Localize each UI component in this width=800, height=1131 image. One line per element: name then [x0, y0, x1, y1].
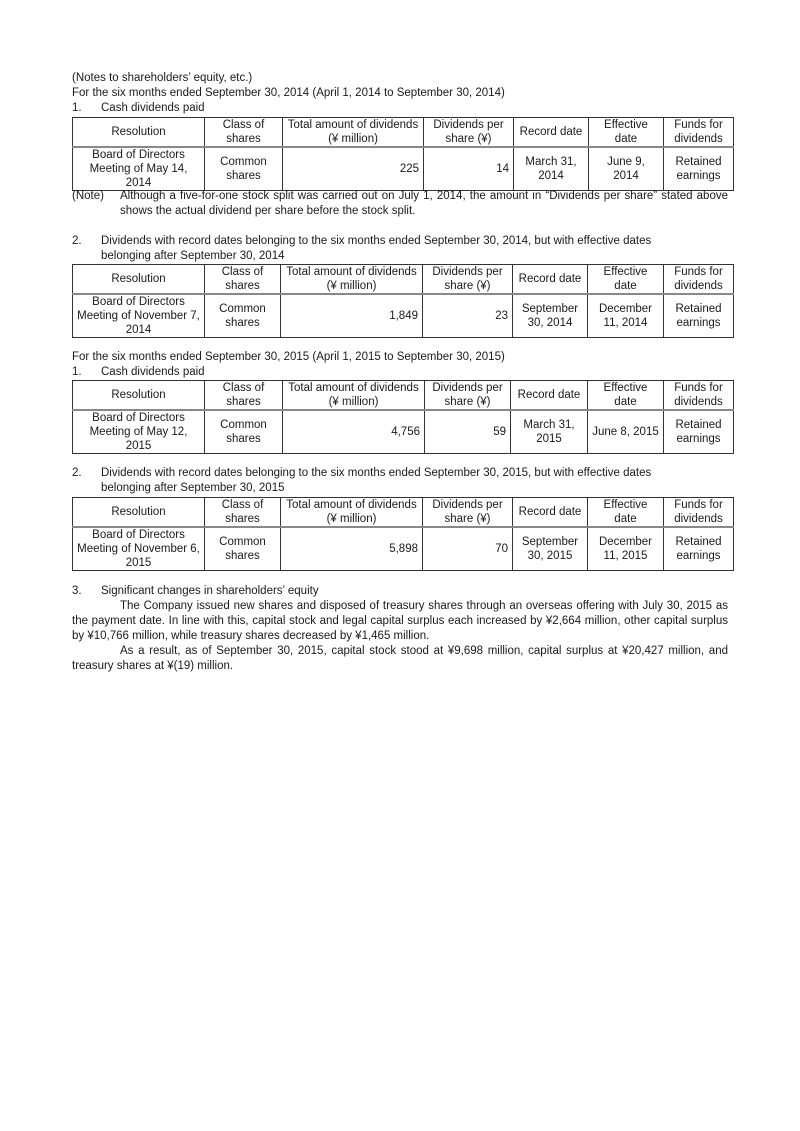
- section-title: Cash dividends paid: [101, 102, 205, 114]
- col-total-amount: Total amount of dividends (¥ million): [283, 118, 424, 148]
- cell-class-of-shares: Common shares: [205, 527, 281, 571]
- col-effective-date: Effective date: [588, 498, 664, 528]
- note-text: Although a five-for-one stock split was carried out on July 1, 2014, the amount in “Dividends per share” stated above shows the actual dividend per share before the stock split.: [120, 190, 728, 217]
- item-number: 2.: [72, 467, 82, 479]
- table-header-row: [73, 381, 734, 411]
- section-title: Cash dividends paid: [101, 366, 205, 378]
- cell-per-share: 70: [423, 527, 513, 571]
- section-title: Significant changes in shareholders’ equity: [101, 585, 319, 597]
- item-number: 1.: [72, 366, 82, 378]
- cell-record-date: September 30, 2015: [513, 527, 588, 571]
- cell-resolution: Board of Directors Meeting of May 14, 2014: [73, 147, 205, 191]
- col-record-date: Record date: [514, 118, 589, 148]
- col-effective-date: Effective date: [589, 118, 664, 148]
- equity-change-paragraph: The Company issued new shares and disposed of treasury shares through an overseas offering with July 30, 2015 as the payment date. In line with this, capital stock and legal capital surplus each increased by ¥2,664 million, other capital surplus by ¥10,766 million, while treasury shares decreased by ¥1,465 million.: [72, 600, 728, 642]
- dividends-table-2015-after: [72, 497, 734, 571]
- table-row: [73, 147, 734, 191]
- col-effective-date: Effective date: [588, 381, 664, 411]
- cell-funds: Retained earnings: [664, 147, 734, 191]
- dividends-table-2015-paid: [72, 380, 734, 454]
- table-row: [73, 527, 734, 571]
- cell-funds: Retained earnings: [664, 410, 734, 454]
- cell-effective-date: December 11, 2014: [588, 294, 664, 338]
- col-record-date: Record date: [511, 381, 588, 411]
- section-title-line2: belonging after September 30, 2014: [101, 250, 285, 262]
- col-resolution: Resolution: [73, 381, 205, 411]
- cell-resolution: Board of Directors Meeting of May 12, 2015: [73, 410, 205, 454]
- cell-per-share: 59: [425, 410, 511, 454]
- col-resolution: Resolution: [73, 118, 205, 148]
- col-class-of-shares: Class of shares: [205, 118, 283, 148]
- col-resolution: Resolution: [73, 498, 205, 528]
- col-class-of-shares: Class of shares: [205, 498, 281, 528]
- cell-total-amount: 5,898: [281, 527, 423, 571]
- table-header-row: [73, 118, 734, 148]
- cell-funds: Retained earnings: [664, 527, 734, 571]
- cell-effective-date: June 9, 2014: [589, 147, 664, 191]
- cell-effective-date: December 11, 2015: [588, 527, 664, 571]
- cell-per-share: 14: [424, 147, 514, 191]
- col-funds: Funds for dividends: [664, 498, 734, 528]
- dividends-table-2014-after: [72, 264, 734, 338]
- cell-per-share: 23: [423, 294, 513, 338]
- col-total-amount: Total amount of dividends (¥ million): [281, 498, 423, 528]
- col-funds: Funds for dividends: [664, 381, 734, 411]
- cell-resolution: Board of Directors Meeting of November 6, 2015: [73, 527, 205, 571]
- col-funds: Funds for dividends: [664, 265, 734, 295]
- table-header-row: [73, 265, 734, 295]
- table-header-row: [73, 498, 734, 528]
- section-title-line1: Dividends with record dates belonging to the six months ended September 30, 2015, but with effective dates: [101, 467, 652, 479]
- col-class-of-shares: Class of shares: [205, 381, 283, 411]
- dividends-table-2014-paid: [72, 117, 734, 191]
- col-per-share: Dividends per share (¥): [424, 118, 514, 148]
- col-total-amount: Total amount of dividends (¥ million): [283, 381, 425, 411]
- cell-funds: Retained earnings: [664, 294, 734, 338]
- cell-total-amount: 4,756: [283, 410, 425, 454]
- item-number: 3.: [72, 585, 82, 597]
- col-record-date: Record date: [513, 265, 588, 295]
- notes-heading: (Notes to shareholders’ equity, etc.): [72, 72, 253, 84]
- cell-record-date: March 31, 2014: [514, 147, 589, 191]
- col-total-amount: Total amount of dividends (¥ million): [281, 265, 423, 295]
- col-record-date: Record date: [513, 498, 588, 528]
- col-funds: Funds for dividends: [664, 118, 734, 148]
- cell-record-date: March 31, 2015: [511, 410, 588, 454]
- item-number: 2.: [72, 235, 82, 247]
- table-row: [73, 410, 734, 454]
- col-per-share: Dividends per share (¥): [423, 498, 513, 528]
- section-title-line1: Dividends with record dates belonging to the six months ended September 30, 2014, but with effective dates: [101, 235, 652, 247]
- col-per-share: Dividends per share (¥): [423, 265, 513, 295]
- item-number: 1.: [72, 102, 82, 114]
- cell-effective-date: June 8, 2015: [588, 410, 664, 454]
- period-2015-heading: For the six months ended September 30, 2015 (April 1, 2015 to September 30, 2015): [72, 351, 505, 363]
- cell-resolution: Board of Directors Meeting of November 7, 2014: [73, 294, 205, 338]
- col-resolution: Resolution: [73, 265, 205, 295]
- cell-record-date: September 30, 2014: [513, 294, 588, 338]
- cell-class-of-shares: Common shares: [205, 294, 281, 338]
- note-label: (Note): [72, 190, 104, 202]
- cell-total-amount: 1,849: [281, 294, 423, 338]
- col-class-of-shares: Class of shares: [205, 265, 281, 295]
- col-effective-date: Effective date: [588, 265, 664, 295]
- equity-result-paragraph: As a result, as of September 30, 2015, capital stock stood at ¥9,698 million, capital surplus at ¥20,427 million, and treasury shares at ¥(19) million.: [72, 645, 728, 672]
- period-2014-heading: For the six months ended September 30, 2014 (April 1, 2014 to September 30, 2014): [72, 87, 505, 99]
- cell-class-of-shares: Common shares: [205, 410, 283, 454]
- cell-total-amount: 225: [283, 147, 424, 191]
- table-row: [73, 294, 734, 338]
- col-per-share: Dividends per share (¥): [425, 381, 511, 411]
- cell-class-of-shares: Common shares: [205, 147, 283, 191]
- section-title-line2: belonging after September 30, 2015: [101, 482, 285, 494]
